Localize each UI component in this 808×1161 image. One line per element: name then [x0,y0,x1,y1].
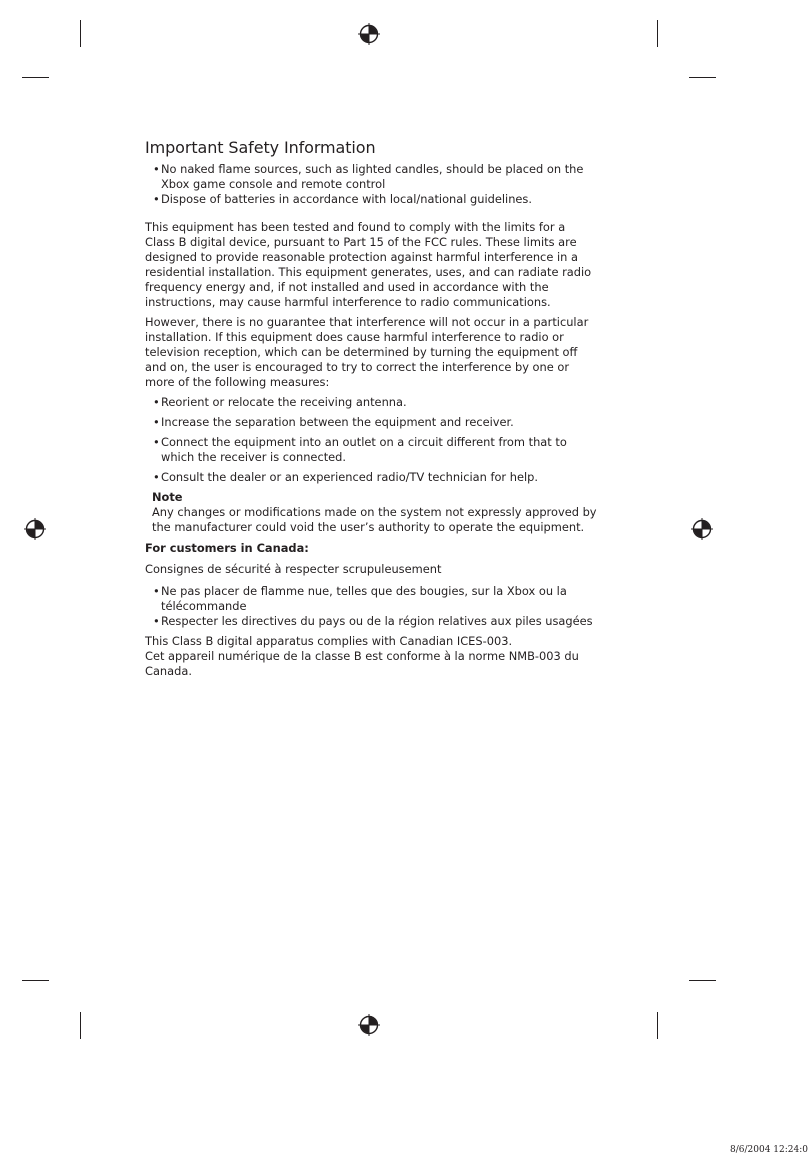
registration-mark-icon [358,1014,380,1036]
list-item: • Increase the separation between the equipment and receiver. [145,415,597,430]
fcc-paragraph: However, there is no guarantee that interference will not occur in a particular installation. If this equipment does cause harmful interference to radio or television reception, which can be determined by turning the equipment off and on, the user is encouraged to try to correct the interference by one or more of the following measures: [145,315,589,389]
crop-mark-bottom-right-v [657,1012,658,1039]
compliance-fr: Cet appareil numérique de la classe B est conforme à la norme NMB-003 du Canada. [145,649,579,678]
registration-mark-icon [691,518,713,540]
canada-consignes: Consignes de sécurité à respecter scrupuleusement [145,562,442,576]
print-timestamp: 8/6/2004 12:24:0 [730,1145,808,1155]
list-item: • Consult the dealer or an experienced radio/TV technician for help. [145,470,597,485]
note-block [145,490,597,535]
canada-heading: For customers in Canada: [145,541,309,555]
registration-mark-icon [358,23,380,45]
crop-mark-top-left-v [80,20,81,47]
list-item: • Respecter les directives du pays ou de la région relatives aux piles usagées [145,614,597,629]
crop-mark-bottom-left-v [80,1012,81,1039]
list-item: • Dispose of batteries in accordance with local/national guidelines. [145,192,597,207]
list-item: • Connect the equipment into an outlet on a circuit different from that to which the receiver is connected. [145,435,597,465]
canada-compliance [145,634,597,679]
canada-bullet-list [145,584,597,629]
crop-mark-top-right-v [657,20,658,47]
safety-bullet-list [145,162,597,207]
note-heading: Note [152,490,183,504]
compliance-en: This Class B digital apparatus complies with Canadian ICES-003. [145,634,513,648]
crop-mark-bottom-right-h [689,980,716,981]
crop-mark-bottom-left-h [22,980,49,981]
crop-mark-top-right-h [689,77,716,78]
list-item: • Ne pas placer de flamme nue, telles que des bougies, sur la Xbox ou la télécommande [145,584,597,614]
measures-list [145,395,597,485]
list-item: • Reorient or relocate the receiving antenna. [145,395,597,410]
crop-mark-top-left-h [22,77,49,78]
page-title: Important Safety Information [145,138,376,157]
document-body [145,138,597,679]
fcc-paragraph: This equipment has been tested and found to comply with the limits for a Class B digital device, pursuant to Part 15 of the FCC rules. These limits are designed to provide reasonable protection against harmful interference in a residential installation. This equipment generates, uses, and can radiate radio frequency energy and, if not installed and used in accordance with the instructions, may cause harmful interference to radio communications. [145,220,592,309]
list-item: • No naked flame sources, such as lighted candles, should be placed on the Xbox game console and remote control [145,162,597,192]
note-text: Any changes or modifications made on the system not expressly approved by the manufacturer could void the user’s authority to operate the equipment. [152,505,597,534]
registration-mark-icon [24,518,46,540]
